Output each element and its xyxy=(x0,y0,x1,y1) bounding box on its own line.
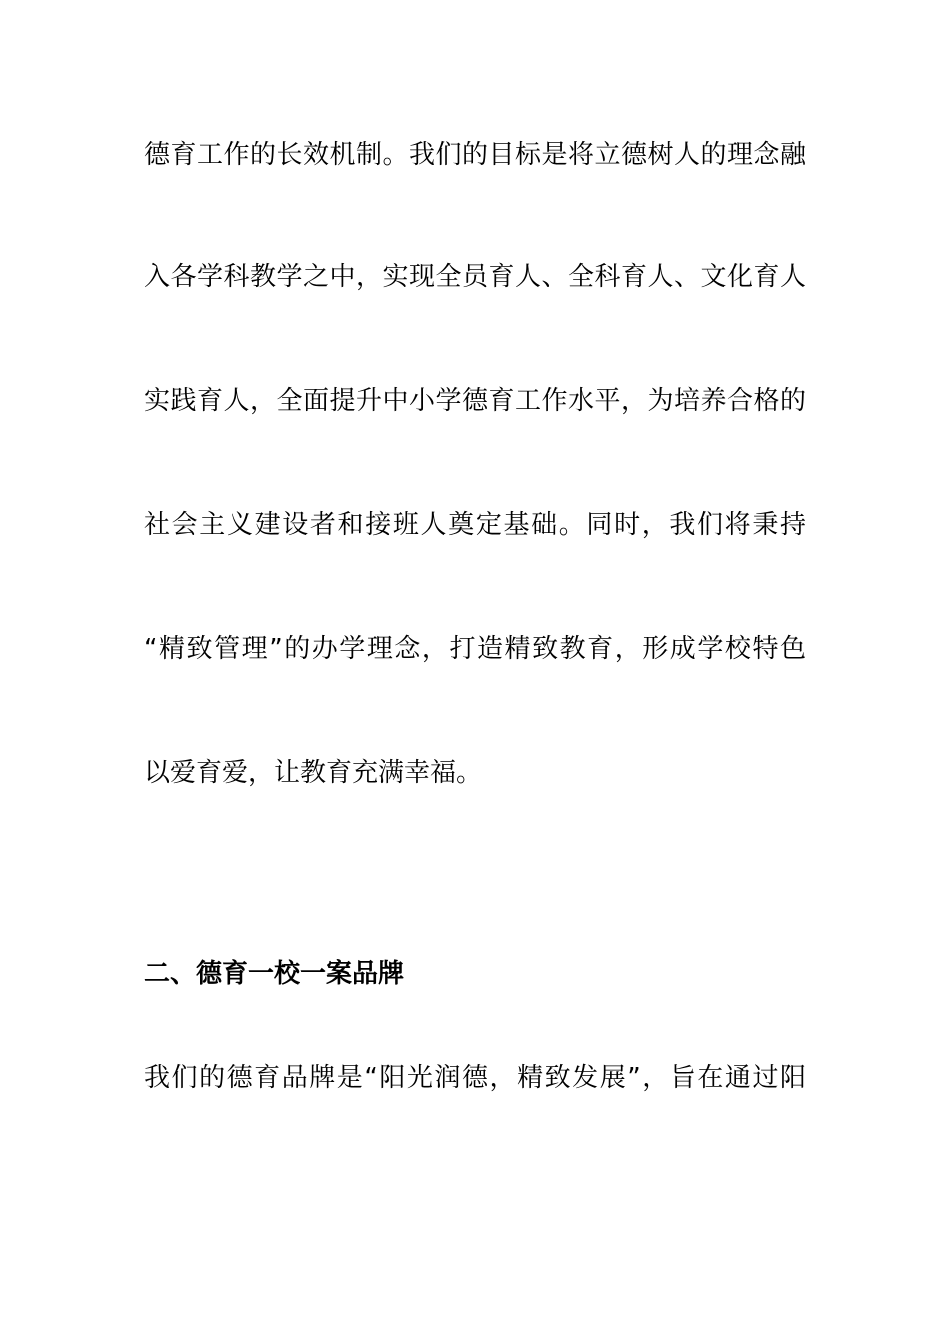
paragraph-line: 我们的德育品牌是“阳光润德，精致发展”，旨在通过阳 xyxy=(144,1063,806,1093)
paragraph-line: “精致管理”的办学理念，打造精致教育，形成学校特色 xyxy=(144,634,806,664)
paragraph-line: 社会主义建设者和接班人奠定基础。同时，我们将秉持 xyxy=(144,510,806,540)
paragraph-line-last: 以爱育爱，让教育充满幸福。 xyxy=(144,758,483,788)
section-heading: 二、德育一校一案品牌 xyxy=(144,959,405,989)
paragraph-line: 实践育人，全面提升中小学德育工作水平，为培养合格的 xyxy=(144,386,806,416)
paragraph-line: 德育工作的长效机制。我们的目标是将立德树人的理念融 xyxy=(144,140,806,170)
paragraph-line: 入各学科教学之中，实现全员育人、全科育人、文化育人 xyxy=(144,262,806,292)
